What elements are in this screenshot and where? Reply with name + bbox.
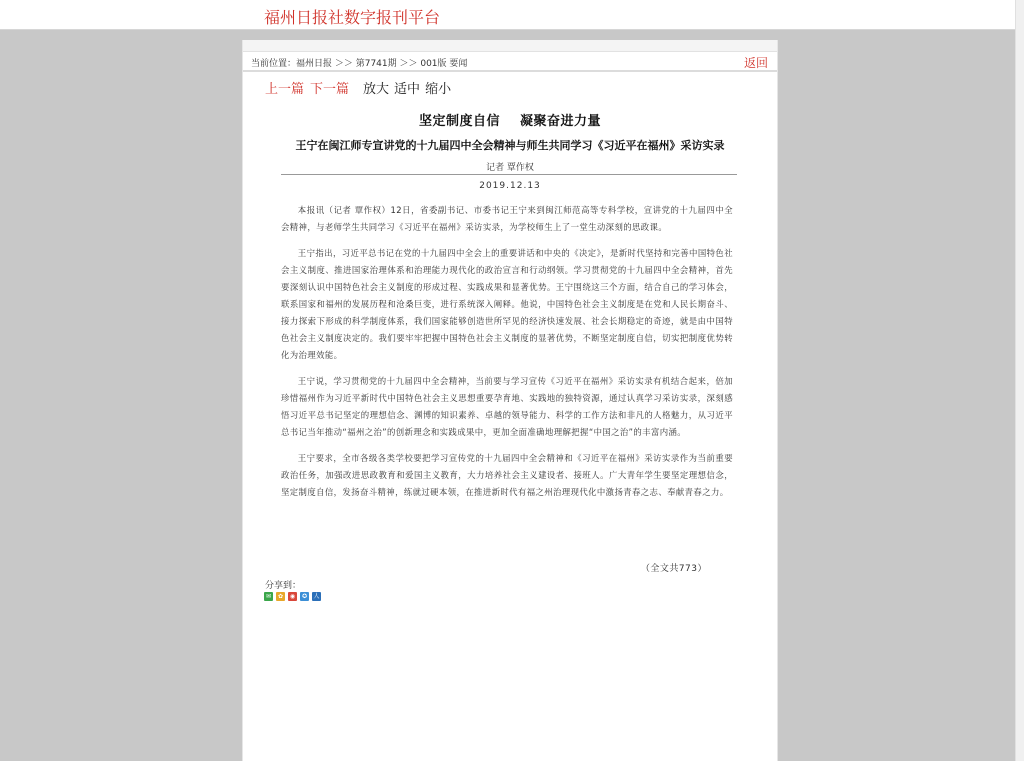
prev-article-link[interactable]: 上一篇 — [265, 82, 305, 97]
tencent-weibo-share-icon[interactable]: ✪ — [301, 593, 308, 600]
article-subheadline: 王宁在闽江师专宣讲党的十九届四中全会精神与师生共同学习《习近平在福州》采访实录 — [295, 139, 725, 152]
article-paragraph: 王宁要求，全市各级各类学校要把学习宣传党的十九届四中全会精神和《习近平在福州》采访实录作为当前重要政治任务，加强改进思政教育和爱国主义教育，大力培养社会主义建设者、接班人。广大青年学生要坚定理想信念，坚定制度自信，发扬奋斗精神，练就过硬本领，在推进新时代有福之州治理现代化中激扬青春之志、奉献青春之力。 — [281, 453, 733, 497]
article-paragraph: 王宁指出，习近平总书记在党的十九届四中全会上的重要讲话和中央的《决定》，是新时代坚持和完善中国特色社会主义制度、推进国家治理体系和治理能力现代化的政治宣言和行动纲领。学习贯彻党的十九届四中全会精神，首先要深刻认识中国特色社会主义制度的形成过程、实践成果和显著优势。王宁围绕这三个方面，结合自己的学习体会，联系国家和福州的发展历程和沧桑巨变，进行系统深入阐释。他说，中国特色社会主义制度是在党和人民长期奋斗、接力探索下形成的科学制度体系，我们国家能够创造世所罕见的经济快速发展、社会长期稳定的奇迹，就是由中国特色社会主义制度决定的。我们要牢牢把握中国特色社会主义制度的显著优势，不断坚定制度自信，切实把制度优势转化为治理效能。 — [281, 248, 733, 360]
location-bar — [243, 52, 777, 72]
article-date: 2019.12.13 — [479, 181, 541, 191]
share-label: 分享到： — [265, 581, 302, 591]
fit-size-link[interactable]: 适中 — [394, 82, 421, 97]
back-link[interactable]: 返回 — [743, 56, 768, 70]
article-paragraph: 本报讯（记者 覃作权）12日，省委副书记、市委书记王宁来到闽江师范高等专科学校，宣讲党的十九届四中全会精神，与老师学生共同学习《习近平在福州》采访实录，为学校师生上了一堂生动深刻的思政课。 — [281, 205, 733, 232]
zoom-in-link[interactable]: 放大 — [363, 82, 390, 97]
article-paragraph: 王宁说，学习贯彻党的十九届四中全会精神，当前要与学习宣传《习近平在福州》采访实录有机结合起来，倍加珍惜福州作为习近平新时代中国特色社会主义思想重要孕育地、实践地的独特资源，通过认真学习采访实录，深刻感悟习近平总书记坚定的理想信念、渊博的知识素养、卓越的领导能力、科学的工作方法和非凡的人格魅力，从习近平总书记当年推动“福州之治”的创新理念和实践成果中，更加全面准确地理解把握“中国之治”的丰富内涵。 — [281, 376, 733, 437]
next-article-link[interactable]: 下一篇 — [310, 82, 350, 97]
zoom-out-link[interactable]: 缩小 — [425, 82, 452, 97]
article-nav — [265, 78, 456, 97]
wechat-share-icon[interactable]: ✉ — [265, 593, 272, 600]
word-count: （全文共773） — [640, 564, 707, 574]
header-divider — [281, 174, 737, 175]
qzone-share-icon[interactable]: ✿ — [277, 593, 284, 600]
vertical-scrollbar[interactable] — [1015, 0, 1024, 761]
weibo-share-icon[interactable]: ◉ — [289, 593, 296, 600]
article-author: 记者 覃作权 — [486, 163, 534, 173]
site-title: 福州日报社数字报刊平台 — [264, 8, 441, 27]
article-page — [242, 40, 778, 761]
share-icons — [264, 592, 321, 601]
renren-share-icon[interactable]: 人 — [313, 593, 320, 600]
article-headline: 坚定制度自信 凝聚奋进力量 — [418, 114, 602, 129]
top-header-bar — [0, 0, 1015, 30]
article-body — [281, 202, 733, 510]
breadcrumb: 当前位置：福州日报 ＞＞ 第7741期 ＞＞ 001版 要闻 — [251, 59, 468, 69]
page-top-strip — [243, 40, 777, 52]
